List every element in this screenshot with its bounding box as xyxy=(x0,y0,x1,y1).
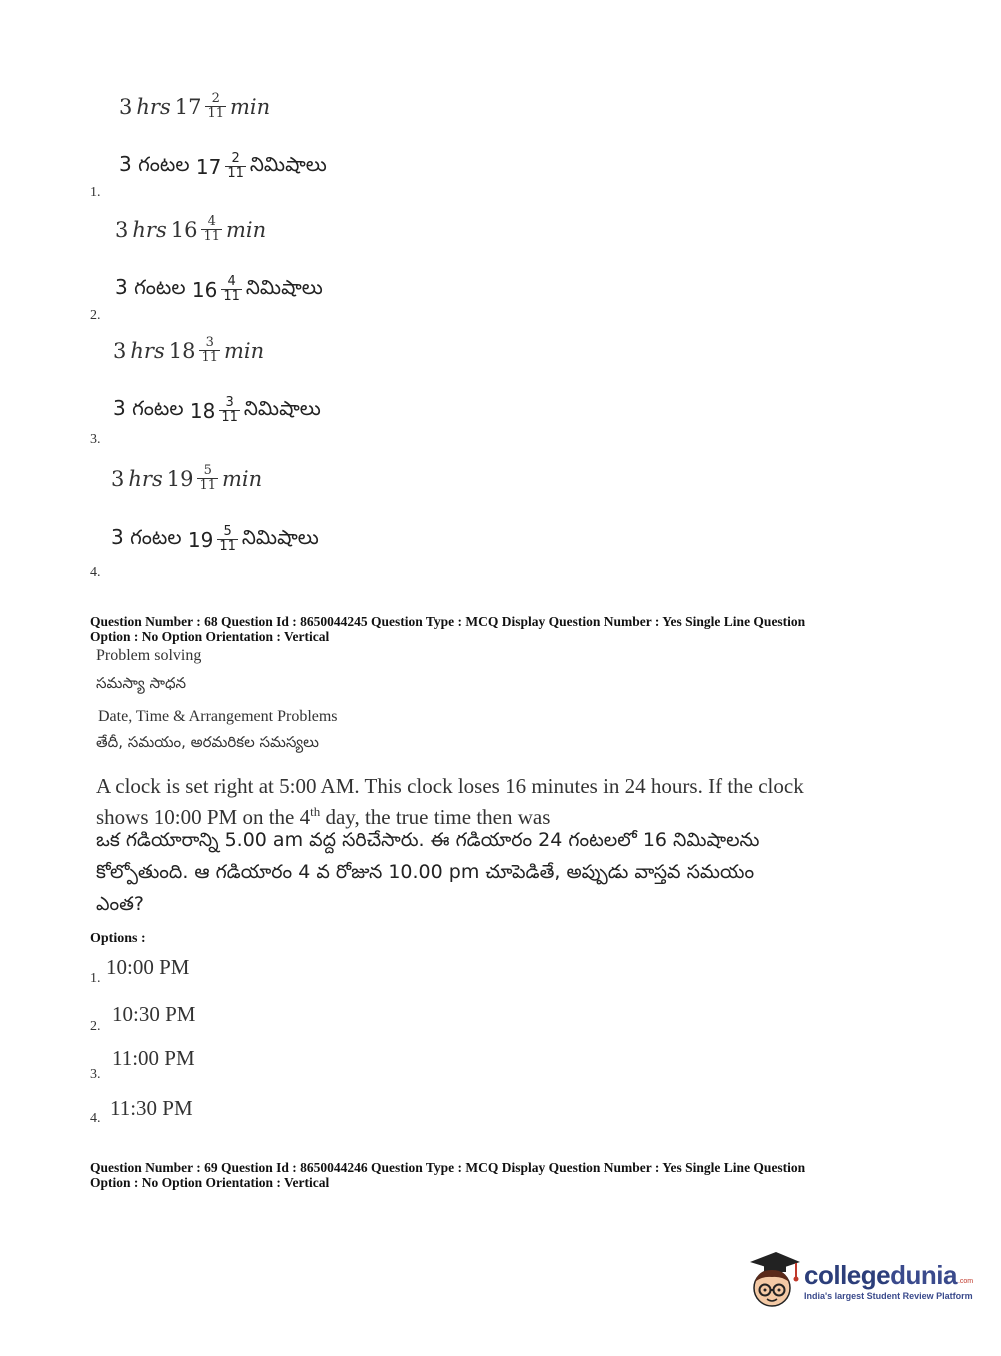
logo-name-part2: dunia xyxy=(890,1259,957,1290)
option-4-telugu xyxy=(111,525,319,554)
hours-label: 3 గంటల xyxy=(113,396,184,420)
minutes-fraction xyxy=(219,396,240,425)
minutes-whole: 18 xyxy=(168,338,196,363)
hours-value: 3 xyxy=(113,338,127,363)
hours-unit: hrs xyxy=(128,466,163,491)
minutes-whole: 19 xyxy=(187,527,214,552)
subject-telugu: సమస్యా సాధన xyxy=(96,674,187,692)
meta-line-1: Question Number : 69 Question Id : 8650044246 Question Type : MCQ Display Question Number : Yes Single Line Question xyxy=(90,1160,806,1175)
logo-tagline: India's largest Student Review Platform xyxy=(804,1290,973,1301)
hours-label: 3 గంటల xyxy=(115,275,186,299)
meta-line-2: Option : No Option Orientation : Vertical xyxy=(90,1175,330,1190)
minutes-fraction xyxy=(225,152,246,181)
option-4-english xyxy=(111,464,262,493)
fraction-numerator: 3 xyxy=(205,335,214,350)
hours-unit: hrs xyxy=(132,217,167,242)
topic-english: Date, Time & Arrangement Problems xyxy=(98,708,338,725)
option-number: 2. xyxy=(90,1019,101,1034)
answer-option-3: 11:00 PM xyxy=(112,1046,195,1070)
options-label: Options : xyxy=(90,931,146,946)
fraction-numerator: 4 xyxy=(227,274,236,289)
fraction-numerator: 2 xyxy=(231,151,240,166)
question-line-2-start: shows 10:00 PM on the 4 xyxy=(96,805,311,829)
question-telugu-line-2: కోల్పోతుంది. ఆ గడియారం 4 వ రోజున 10.00 pm చూపెడితే, అప్పుడు వాస్తవ సమయం xyxy=(96,861,755,883)
minutes-unit: min xyxy=(230,94,271,119)
minutes-fraction xyxy=(199,336,220,365)
fraction-denominator: 11 xyxy=(219,539,236,554)
option-number: 4. xyxy=(90,565,101,580)
hours-value: 3 xyxy=(119,94,133,119)
option-3-english xyxy=(113,336,264,365)
fraction-denominator: 11 xyxy=(227,166,244,181)
answer-option-4: 11:30 PM xyxy=(110,1096,193,1120)
minutes-fraction xyxy=(197,464,218,493)
option-number: 3. xyxy=(90,432,101,447)
option-2-english xyxy=(115,215,266,244)
minutes-whole: 16 xyxy=(170,217,198,242)
mascot-icon xyxy=(742,1248,802,1312)
minutes-unit: min xyxy=(224,338,265,363)
topic-telugu: తేదీ, సమయం, అరమరికల సమస్యలు xyxy=(96,733,319,751)
logo-text xyxy=(804,1260,973,1301)
fraction-numerator: 4 xyxy=(207,214,216,229)
fraction-denominator: 11 xyxy=(203,229,220,244)
minutes-fraction xyxy=(221,275,242,304)
minutes-whole: 16 xyxy=(191,277,218,302)
option-number: 3. xyxy=(90,1067,101,1082)
minutes-unit: నిమిషాలు xyxy=(249,152,327,176)
option-2-telugu xyxy=(115,275,323,304)
option-number: 1. xyxy=(90,971,101,986)
minutes-unit: నిమిషాలు xyxy=(245,275,323,299)
minutes-fraction xyxy=(217,525,238,554)
fraction-denominator: 11 xyxy=(223,289,240,304)
subject-english: Problem solving xyxy=(96,647,202,664)
minutes-fraction xyxy=(205,92,226,121)
meta-line-2: Option : No Option Orientation : Vertical xyxy=(90,629,330,644)
minutes-whole: 17 xyxy=(195,154,222,179)
minutes-whole: 19 xyxy=(166,466,194,491)
question-meta xyxy=(90,614,890,644)
answer-option-2: 10:30 PM xyxy=(112,1002,196,1026)
logo-com: .com xyxy=(957,1277,974,1285)
option-1-telugu xyxy=(119,152,327,181)
question-line-1: A clock is set right at 5:00 AM. This clock loses 16 minutes in 24 hours. If the clock xyxy=(96,774,804,798)
fraction-numerator: 3 xyxy=(225,395,234,410)
fraction-denominator: 11 xyxy=(201,350,218,365)
hours-unit: hrs xyxy=(136,94,171,119)
minutes-fraction xyxy=(201,215,222,244)
question-text-telugu xyxy=(96,824,856,920)
ordinal-suffix: th xyxy=(310,804,321,819)
logo-name-part1: college xyxy=(804,1259,891,1290)
question-telugu-line-3: ఎంత? xyxy=(96,893,145,915)
question-line-2-end: day, the true time then was xyxy=(320,805,551,829)
answer-option-1: 10:00 PM xyxy=(106,955,190,979)
option-number: 2. xyxy=(90,308,101,323)
fraction-denominator: 11 xyxy=(199,478,216,493)
fraction-denominator: 11 xyxy=(221,410,238,425)
hours-value: 3 xyxy=(111,466,125,491)
fraction-numerator: 2 xyxy=(211,91,220,106)
fraction-denominator: 11 xyxy=(207,106,224,121)
fraction-numerator: 5 xyxy=(203,463,212,478)
minutes-whole: 18 xyxy=(189,398,216,423)
option-3-telugu xyxy=(113,396,321,425)
minutes-unit: నిమిషాలు xyxy=(243,396,321,420)
minutes-unit: min xyxy=(226,217,267,242)
hours-label: 3 గంటల xyxy=(111,525,182,549)
hours-label: 3 గంటల xyxy=(119,152,190,176)
question-telugu-line-1: ఒక గడియారాన్ని 5.00 am వద్ద సరిచేసారు. ఈ గడియారం 24 గంటలలో 16 నిమిషాలను xyxy=(96,829,760,851)
option-number: 1. xyxy=(90,185,101,200)
hours-value: 3 xyxy=(115,217,129,242)
question-text-english xyxy=(96,773,866,830)
fraction-numerator: 5 xyxy=(223,524,232,539)
hours-unit: hrs xyxy=(130,338,165,363)
minutes-unit: min xyxy=(222,466,263,491)
option-number: 4. xyxy=(90,1111,101,1126)
meta-line-1: Question Number : 68 Question Id : 8650044245 Question Type : MCQ Display Question Number : Yes Single Line Question xyxy=(90,614,806,629)
minutes-whole: 17 xyxy=(174,94,202,119)
minutes-unit: నిమిషాలు xyxy=(241,525,319,549)
option-1-english xyxy=(119,92,270,121)
collegedunia-logo xyxy=(742,1248,973,1312)
question-69-meta xyxy=(90,1160,890,1190)
